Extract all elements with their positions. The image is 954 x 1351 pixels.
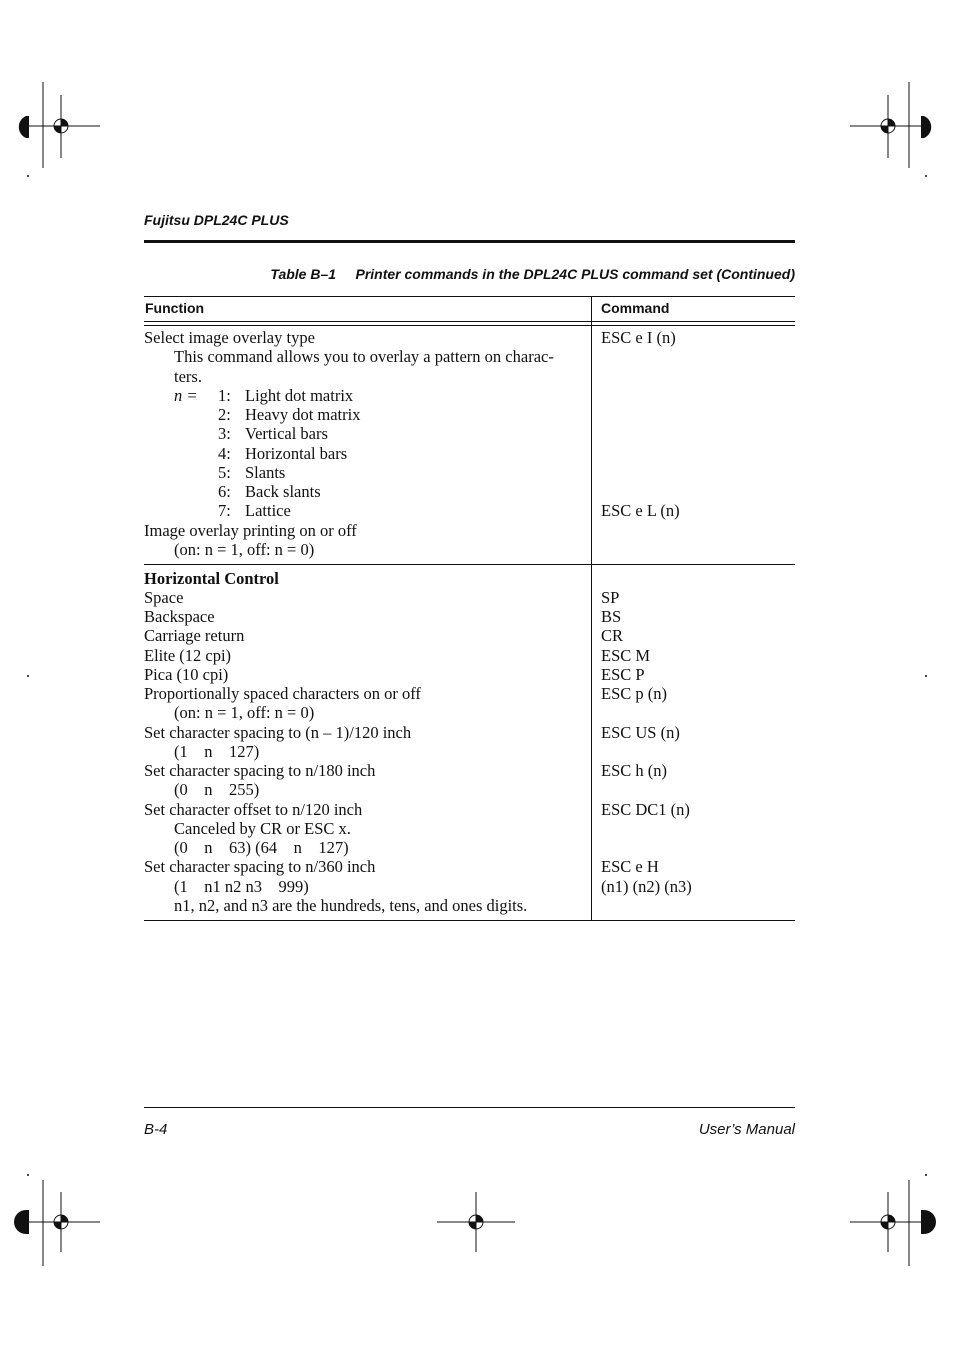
fn-proportional-note: (on: n = 1, off: n = 0) (174, 703, 315, 722)
fn-spacing-120-range: (1 n 127) (174, 742, 260, 761)
overlay-option-num: 6: (218, 482, 231, 501)
fn-spacing-180: Set character spacing to n/180 inch (144, 761, 376, 780)
overlay-desc-2: ters. (174, 367, 202, 386)
fn-spacing-120: Set character spacing to (n – 1)/120 inch (144, 723, 412, 742)
cmd-spacing-180: ESC h (n) (601, 761, 667, 780)
table-caption (144, 266, 795, 282)
fn-offset: Set character offset to n/120 inch (144, 800, 363, 819)
overlay-option-label: Heavy dot matrix (245, 405, 361, 424)
horizontal-control-title: Horizontal Control (144, 569, 279, 588)
header-rule (144, 240, 795, 243)
cmd-backspace: BS (601, 607, 622, 626)
overlay-printing-note: (on: n = 1, off: n = 0) (174, 540, 315, 559)
running-header: Fujitsu DPL24C PLUS (144, 212, 289, 228)
cmd-carriage-return: CR (601, 626, 624, 645)
fn-pica: Pica (10 cpi) (144, 665, 229, 684)
column-divider (591, 296, 592, 921)
overlay-option-num: 7: (218, 501, 231, 520)
table-number: Table B–1 (270, 266, 337, 282)
overlay-option-num: 2: (218, 405, 231, 424)
overlay-option-label: Vertical bars (245, 424, 328, 443)
table-head-rule-2 (144, 325, 795, 326)
cmd-spacing-360: ESC e H (601, 857, 659, 876)
cmd-offset: ESC DC1 (n) (601, 800, 690, 819)
overlay-option-label: Horizontal bars (245, 444, 348, 463)
overlay-desc-1: This command allows you to overlay a pattern on charac- (174, 347, 554, 366)
overlay-option-num: 1: (218, 386, 231, 405)
table-row-rule (144, 564, 795, 565)
fn-offset-range: (0 n 63) (64 n 127) (174, 838, 349, 857)
fn-carriage-return: Carriage return (144, 626, 245, 645)
table-top-rule (144, 296, 795, 297)
fn-digits-note: n1, n2, and n3 are the hundreds, tens, and ones digits. (174, 896, 528, 915)
cmd-proportional: ESC p (n) (601, 684, 667, 703)
fn-proportional: Proportionally spaced characters on or off (144, 684, 421, 703)
overlay-option-num: 5: (218, 463, 231, 482)
cmd-pica: ESC P (601, 665, 645, 684)
fn-elite: Elite (12 cpi) (144, 646, 232, 665)
fn-backspace: Backspace (144, 607, 215, 626)
cmd-spacing-120: ESC US (n) (601, 723, 680, 742)
page-number: B-4 (144, 1121, 168, 1138)
fn-space: Space (144, 588, 184, 607)
cmd-elite: ESC M (601, 646, 651, 665)
overlay-option-label: Slants (245, 463, 286, 482)
fn-spacing-180-range: (0 n 255) (174, 780, 260, 799)
overlay-printing: Image overlay printing on or off (144, 521, 357, 540)
table-caption-text: Printer commands in the DPL24C PLUS command set (Continued) (355, 266, 795, 282)
table-bottom-rule (144, 920, 795, 921)
table-head-rule-1 (144, 321, 795, 322)
overlay-option-label: Lattice (245, 501, 291, 520)
footer-manual-title: User’s Manual (698, 1121, 795, 1138)
overlay-option-label: Back slants (245, 482, 321, 501)
fn-spacing-360-range: (1 n1 n2 n3 999) (174, 877, 309, 896)
cmd-space: SP (601, 588, 620, 607)
cmd-overlay-printing: ESC e L (n) (601, 501, 680, 520)
column-header-command: Command (601, 300, 670, 316)
overlay-option-num: 3: (218, 424, 231, 443)
fn-offset-note: Canceled by CR or ESC x. (174, 819, 351, 838)
overlay-title: Select image overlay type (144, 328, 315, 347)
footer-rule (144, 1107, 795, 1108)
cmd-spacing-360-params: (n1) (n2) (n3) (601, 877, 692, 896)
overlay-option-num: 4: (218, 444, 231, 463)
cmd-overlay-type: ESC e I (n) (601, 328, 676, 347)
overlay-option-label: Light dot matrix (245, 386, 354, 405)
overlay-n-equals: n = (174, 386, 198, 405)
column-header-function: Function (145, 300, 205, 316)
fn-spacing-360: Set character spacing to n/360 inch (144, 857, 376, 876)
